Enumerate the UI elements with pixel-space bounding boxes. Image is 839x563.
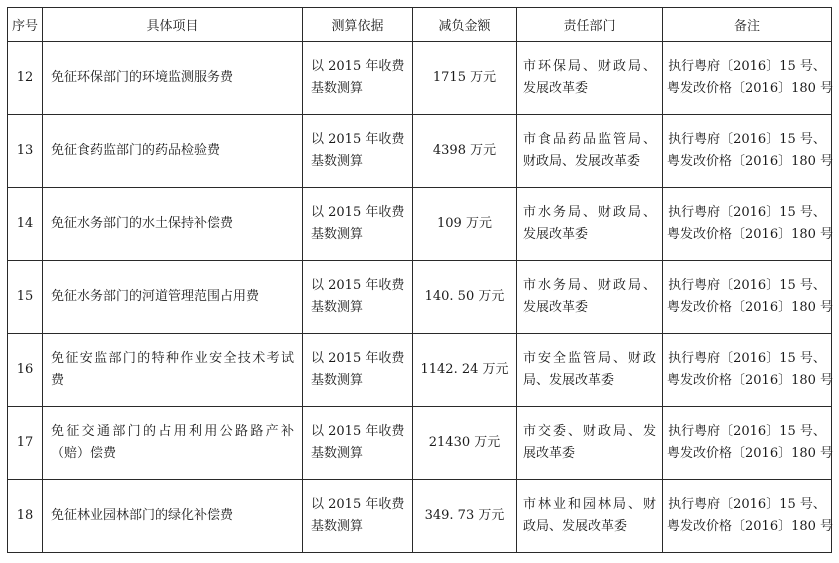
row-basis xyxy=(303,407,413,480)
row-amount: 1715 万元 xyxy=(413,42,517,115)
row-amount: 1142. 24 万元 xyxy=(413,334,517,407)
fee-reduction-table xyxy=(7,7,832,553)
note-line: 执行粤府〔2016〕15 号、 xyxy=(668,278,826,293)
dept-line: 发展改革委 xyxy=(523,300,589,315)
basis-line: 基数测算 xyxy=(311,81,364,96)
note-line: 执行粤府〔2016〕15 号、 xyxy=(668,205,826,220)
row-dept xyxy=(517,42,663,115)
dept-line: 市环保局、财政局、 xyxy=(523,59,656,74)
basis-line: 以 2015 年收费 xyxy=(311,205,405,220)
table-header-row xyxy=(8,8,832,42)
row-dept xyxy=(517,334,663,407)
row-item xyxy=(43,42,303,115)
row-number: 18 xyxy=(8,480,43,553)
basis-line: 基数测算 xyxy=(311,300,364,315)
note-line: 粤发改价格〔2016〕180 号 xyxy=(667,446,834,461)
row-item xyxy=(43,261,303,334)
row-amount: 4398 万元 xyxy=(413,115,517,188)
row-number: 15 xyxy=(8,261,43,334)
dept-line: 市安全监管局、财政 xyxy=(523,351,656,366)
row-basis xyxy=(303,480,413,553)
basis-line: 基数测算 xyxy=(311,446,364,461)
row-item xyxy=(43,115,303,188)
item-line: （赔）偿费 xyxy=(51,446,117,461)
row-amount: 21430 万元 xyxy=(413,407,517,480)
row-dept xyxy=(517,480,663,553)
row-dept xyxy=(517,261,663,334)
row-note xyxy=(663,480,832,553)
row-note xyxy=(663,188,832,261)
header-dept: 责任部门 xyxy=(517,8,663,42)
row-basis xyxy=(303,42,413,115)
dept-line: 展改革委 xyxy=(523,446,576,461)
row-note xyxy=(663,261,832,334)
header-item: 具体项目 xyxy=(43,8,303,42)
note-line: 执行粤府〔2016〕15 号、 xyxy=(668,497,826,512)
row-amount: 349. 73 万元 xyxy=(413,480,517,553)
table-row xyxy=(8,407,832,480)
row-item xyxy=(43,188,303,261)
table-row xyxy=(8,115,832,188)
basis-line: 以 2015 年收费 xyxy=(311,59,405,74)
dept-line: 市交委、财政局、发 xyxy=(523,424,656,439)
table-row xyxy=(8,480,832,553)
note-line: 粤发改价格〔2016〕180 号 xyxy=(667,81,834,96)
row-number: 16 xyxy=(8,334,43,407)
basis-line: 以 2015 年收费 xyxy=(311,497,405,512)
dept-line: 市林业和园林局、财 xyxy=(523,497,656,512)
item-line: 免征林业园林部门的绿化补偿费 xyxy=(51,508,234,523)
dept-line: 财政局、发展改革委 xyxy=(523,154,641,169)
row-basis xyxy=(303,261,413,334)
note-line: 执行粤府〔2016〕15 号、 xyxy=(668,351,826,366)
note-line: 粤发改价格〔2016〕180 号 xyxy=(667,373,834,388)
dept-line: 市水务局、财政局、 xyxy=(523,205,656,220)
dept-line: 发展改革委 xyxy=(523,81,589,96)
row-note xyxy=(663,407,832,480)
header-amount: 减负金额 xyxy=(413,8,517,42)
note-line: 粤发改价格〔2016〕180 号 xyxy=(667,227,834,242)
row-dept xyxy=(517,188,663,261)
row-note xyxy=(663,334,832,407)
header-no: 序号 xyxy=(8,8,43,42)
fee-reduction-table-wrapper xyxy=(7,7,832,553)
row-number: 17 xyxy=(8,407,43,480)
item-line: 费 xyxy=(51,373,65,388)
row-number: 13 xyxy=(8,115,43,188)
row-item xyxy=(43,407,303,480)
dept-line: 市水务局、财政局、 xyxy=(523,278,656,293)
note-line: 执行粤府〔2016〕15 号、 xyxy=(668,132,826,147)
row-number: 12 xyxy=(8,42,43,115)
basis-line: 以 2015 年收费 xyxy=(311,351,405,366)
row-basis xyxy=(303,115,413,188)
item-line: 免征安监部门的特种作业安全技术考试 xyxy=(51,351,294,366)
dept-line: 市食品药品监管局、 xyxy=(523,132,656,147)
basis-line: 以 2015 年收费 xyxy=(311,424,405,439)
row-number: 14 xyxy=(8,188,43,261)
row-dept xyxy=(517,407,663,480)
basis-line: 基数测算 xyxy=(311,373,364,388)
table-row xyxy=(8,261,832,334)
basis-line: 以 2015 年收费 xyxy=(311,278,405,293)
note-line: 粤发改价格〔2016〕180 号 xyxy=(667,300,834,315)
row-note xyxy=(663,42,832,115)
basis-line: 以 2015 年收费 xyxy=(311,132,405,147)
row-amount: 140. 50 万元 xyxy=(413,261,517,334)
item-line: 免征水务部门的河道管理范围占用费 xyxy=(51,289,260,304)
row-item xyxy=(43,480,303,553)
note-line: 执行粤府〔2016〕15 号、 xyxy=(668,59,826,74)
dept-line: 发展改革委 xyxy=(523,227,589,242)
item-line: 免征食药监部门的药品检验费 xyxy=(51,143,221,158)
table-row xyxy=(8,188,832,261)
note-line: 粤发改价格〔2016〕180 号 xyxy=(667,519,834,534)
item-line: 免征交通部门的占用利用公路路产补 xyxy=(51,424,294,439)
basis-line: 基数测算 xyxy=(311,154,364,169)
item-line: 免征水务部门的水土保持补偿费 xyxy=(51,216,234,231)
table-row xyxy=(8,334,832,407)
row-dept xyxy=(517,115,663,188)
row-basis xyxy=(303,334,413,407)
basis-line: 基数测算 xyxy=(311,519,364,534)
row-item xyxy=(43,334,303,407)
basis-line: 基数测算 xyxy=(311,227,364,242)
note-line: 粤发改价格〔2016〕180 号 xyxy=(667,154,834,169)
row-amount: 109 万元 xyxy=(413,188,517,261)
row-note xyxy=(663,115,832,188)
note-line: 执行粤府〔2016〕15 号、 xyxy=(668,424,826,439)
dept-line: 政局、发展改革委 xyxy=(523,519,628,534)
header-note: 备注 xyxy=(663,8,832,42)
row-basis xyxy=(303,188,413,261)
header-basis: 测算依据 xyxy=(303,8,413,42)
table-row xyxy=(8,42,832,115)
item-line: 免征环保部门的环境监测服务费 xyxy=(51,70,234,85)
dept-line: 局、发展改革委 xyxy=(523,373,615,388)
